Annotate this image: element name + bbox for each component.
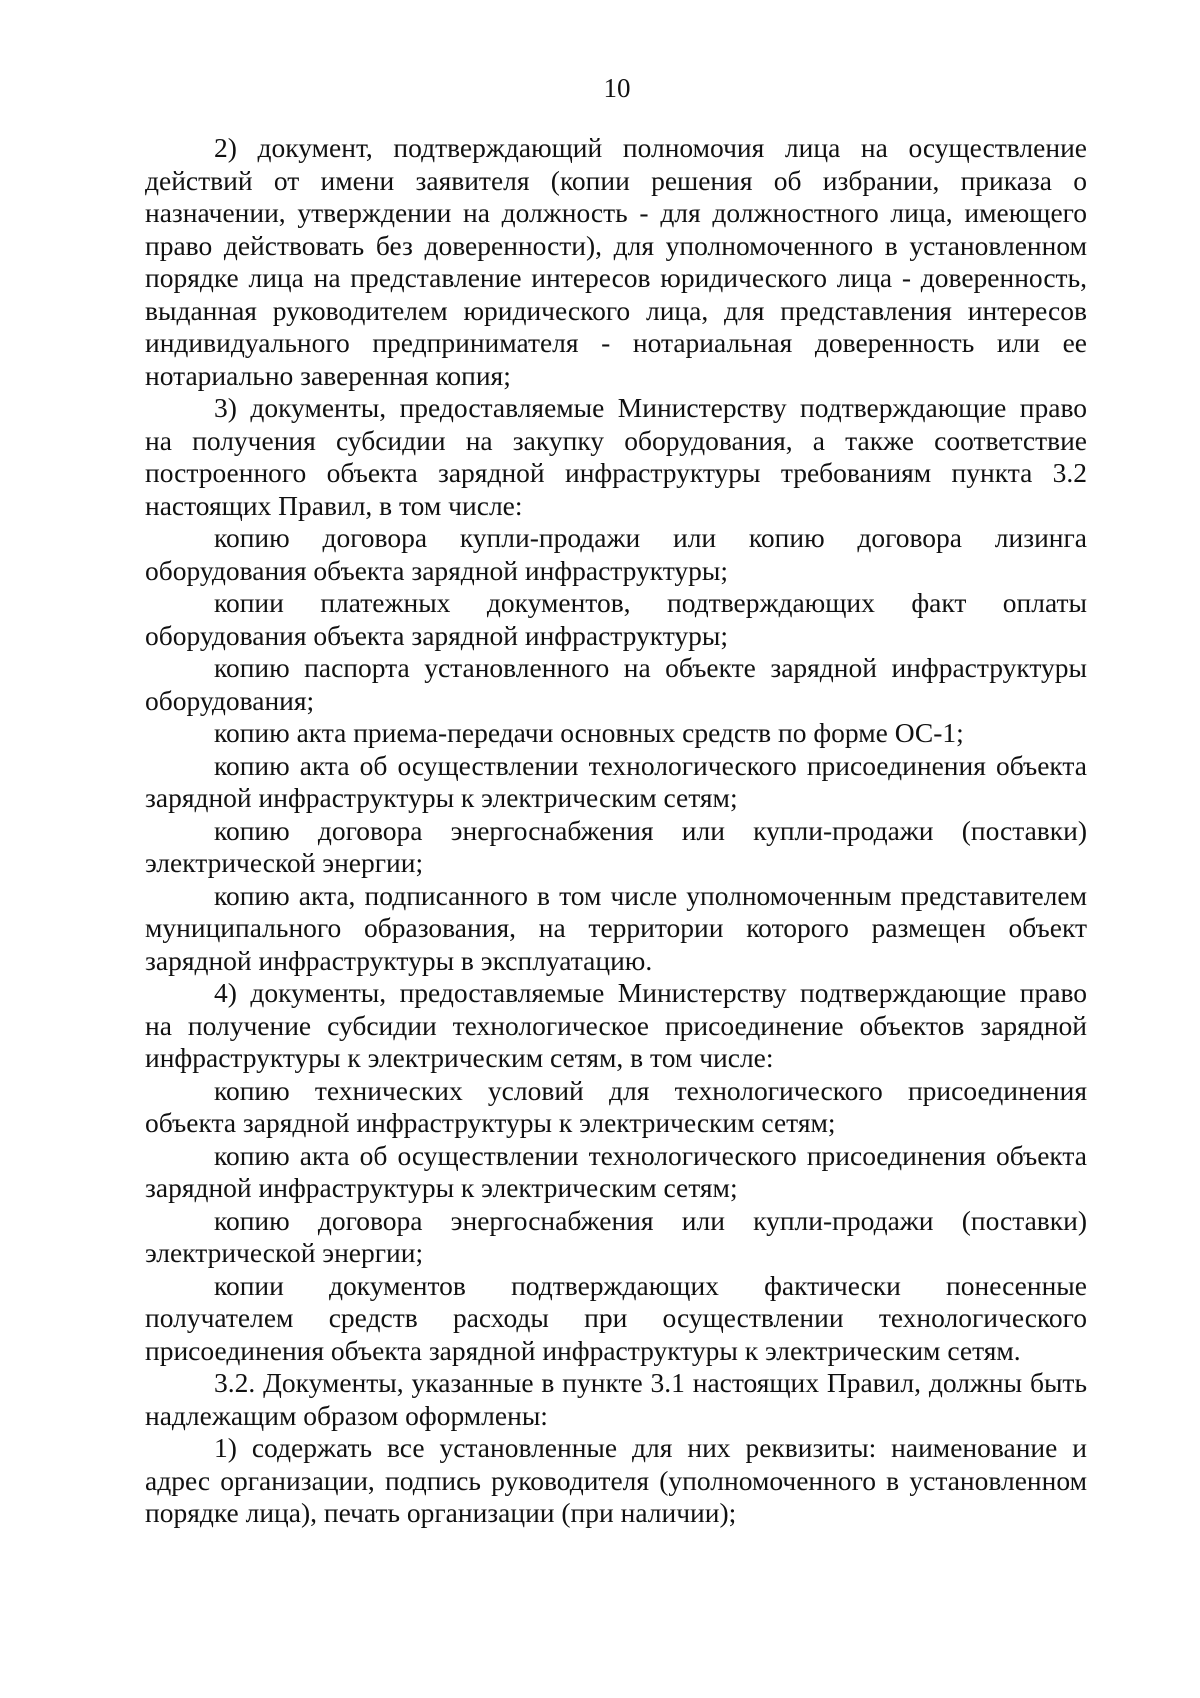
paragraph-purchase-contract-copy: копию договора купли-продажи или копию договора лизинга оборудования объекта зарядной инфраструктуры; [145, 522, 1087, 586]
paragraph-item-1-requisites: 1) содержать все установленные для них реквизиты: наименование и адрес организации, подпись руководителя (уполномоченного в установленном порядке лица), печать организации (при наличии); [145, 1432, 1087, 1528]
paragraph-equipment-passport-copy: копию паспорта установленного на объекте зарядной инфраструктуры оборудования; [145, 652, 1087, 716]
paragraph-energy-supply-contract-copy: копию договора энергоснабжения или купли-продажи (поставки) электрической энергии; [145, 814, 1087, 878]
paragraph-energy-supply-contract-copy-2: копию договора энергоснабжения или купли-продажи (поставки) электрической энергии; [145, 1204, 1087, 1268]
paragraph-commissioning-act-copy: копию акта, подписанного в том числе уполномоченным представителем муниципального образования, на территории которого размещен объект зарядной инфраструктуры в эксплуатацию. [145, 879, 1087, 976]
paragraph-grid-connection-act-copy: копию акта об осуществлении технологического присоединения объекта зарядной инфраструктуры к электрическим сетям; [145, 749, 1087, 813]
paragraph-item-2-authority-document: 2) документ, подтверждающий полномочия лица на осуществление действий от имени заявителя (копии решения об избрании, приказа о назначении, утверждении на должность - для должностного лица, имеющего право действовать без доверенности), для уполномоченного в установленном порядке лица на представление интересов юридического лица - доверенность, выданная руководителем юридического лица, для представления интересов индивидуального предпринимателя - нотариальная доверенность или ее нотариально заверенная копия; [145, 132, 1087, 391]
paragraph-item-4-connection-documents: 4) документы, предоставляемые Министерству подтверждающие право на получение субсидии технологическое присоединение объектов зарядной инфраструктуры к электрическим сетям, в том числе: [145, 977, 1087, 1073]
paragraph-expense-documents-copy: копии документов подтверждающих фактически понесенные получателем средств расходы при осуществлении технологического присоединения объекта зарядной инфраструктуры к электрическим сетям. [145, 1269, 1087, 1366]
paragraph-item-3-equipment-documents: 3) документы, предоставляемые Министерству подтверждающие право на получения субсидии на закупку оборудования, а также соответствие построенного объекта зарядной инфраструктуры требованиям пункта 3.2 настоящих Правил, в том числе: [145, 392, 1087, 521]
paragraph-technical-conditions-copy: копию технических условий для технологического присоединения объекта зарядной инфраструктуры к электрическим сетям; [145, 1074, 1087, 1138]
page-number: 10 [603, 73, 631, 103]
document-body [145, 132, 1087, 1530]
paragraph-os1-act-copy: копию акта приема-передачи основных средств по форме ОС-1; [214, 717, 964, 748]
paragraph-section-3-2: 3.2. Документы, указанные в пункте 3.1 настоящих Правил, должны быть надлежащим образом оформлены: [145, 1367, 1087, 1431]
paragraph-grid-connection-act-copy-2: копию акта об осуществлении технологического присоединения объекта зарядной инфраструктуры к электрическим сетям; [145, 1139, 1087, 1203]
paragraph-payment-documents-copy: копии платежных документов, подтверждающих факт оплаты оборудования объекта зарядной инфраструктуры; [145, 587, 1087, 651]
